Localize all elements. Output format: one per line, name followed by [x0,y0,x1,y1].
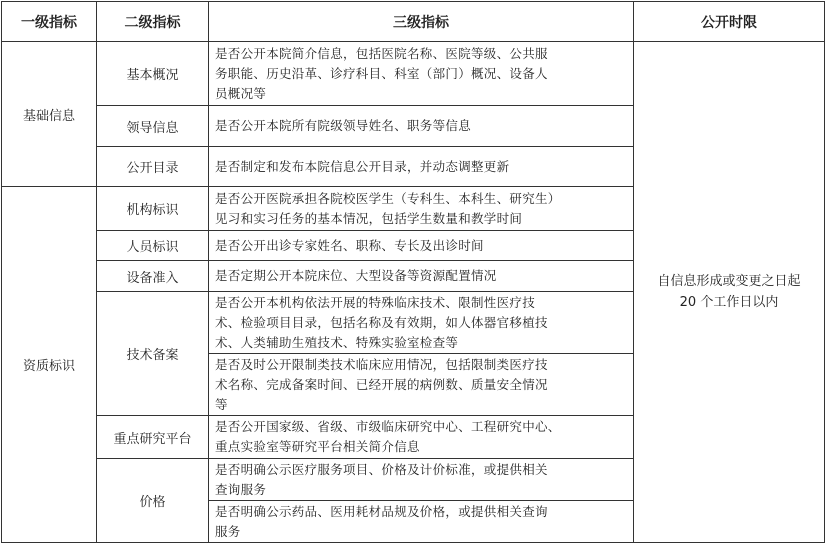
group-qualification: 资质标识 [2,187,97,543]
header-level3: 三级指标 [209,2,634,42]
detail-line: 服务 [215,523,241,539]
sub-indicator: 领导信息 [97,106,209,147]
header-row [2,2,825,42]
detail-cell [209,231,634,261]
table-row [2,42,825,106]
detail-line: 查询服务 [215,481,267,497]
detail-line: 是否公开本院所有院级领导姓名、职务等信息 [215,118,472,133]
detail-line: 术名称、完成备案时间、已经开展的病例数、质量安全情况 [215,376,548,392]
detail-line: 见习和实习任务的基本情况，包括学生数量和教学时间 [215,210,523,226]
detail-cell [209,106,634,147]
detail-line: 是否公开医院承担各院校医学生（专科生、本科生、研究生） [215,190,561,206]
detail-line: 是否公开国家级、省级、市级临床研究中心、工程研究中心、 [215,419,561,434]
detail-line: 是否公开出诊专家姓名、职称、专长及出诊时间 [215,237,484,253]
deadline-cell [634,42,825,543]
detail-cell [209,292,634,354]
sub-indicator: 机构标识 [97,187,209,231]
detail-cell [209,501,634,543]
deadline-line: 自信息形成或变更之日起 [657,274,801,289]
sub-indicator: 技术备案 [97,292,209,416]
detail-cell [209,147,634,187]
detail-line: 是否制定和发布本院信息公开目录，并动态调整更新 [215,158,510,174]
detail-line: 术、人类辅助生殖技术、特殊实验室检查等 [215,334,459,350]
detail-cell [209,354,634,416]
sub-indicator: 价格 [97,459,209,543]
detail-cell [209,261,634,292]
header-deadline: 公开时限 [634,2,825,42]
sub-indicator: 重点研究平台 [97,416,209,459]
detail-line: 是否明确公示药品、医用耗材品规及价格，或提供相关查询 [215,503,548,519]
detail-line: 术、检验项目目录，包括名称及有效期，如人体器官移植技 [215,314,548,330]
sub-indicator: 设备准入 [97,261,209,292]
deadline-line: 20 个工作日以内 [679,295,779,310]
sub-indicator: 基本概况 [97,42,209,106]
header-level2: 二级指标 [97,2,209,42]
detail-line: 是否定期公开本院床位、大型设备等资源配置情况 [215,268,497,283]
detail-line: 员概况等 [215,85,267,101]
detail-cell [209,42,634,106]
sub-indicator: 公开目录 [97,147,209,187]
detail-cell [209,187,634,231]
sub-indicator: 人员标识 [97,231,209,261]
detail-line: 是否及时公开限制类技术临床应用情况，包括限制类医疗技 [215,356,548,372]
detail-line: 是否公开本机构依法开展的特殊临床技术、限制性医疗技 [215,294,536,310]
detail-cell [209,459,634,501]
detail-line: 务职能、历史沿革、诊疗科目、科室（部门）概况、设备人 [215,65,548,81]
group-basic-info: 基础信息 [2,42,97,187]
detail-cell [209,416,634,459]
detail-line: 是否公开本院简介信息，包括医院名称、医院等级、公共服 [215,45,548,61]
disclosure-index-table [1,1,825,543]
detail-line: 等 [215,396,228,412]
header-level1: 一级指标 [2,2,97,42]
detail-line: 重点实验室等研究平台相关简介信息 [215,439,420,454]
detail-line: 是否明确公示医疗服务项目、价格及计价标准，或提供相关 [215,461,548,477]
